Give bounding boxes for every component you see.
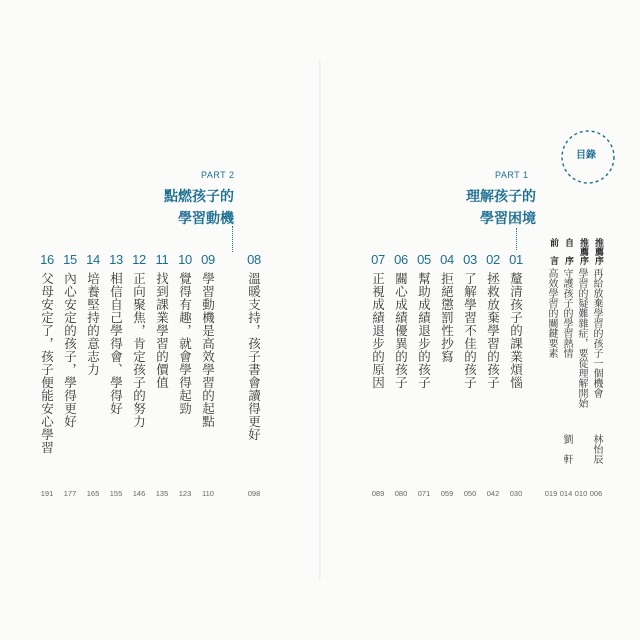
part2-connector <box>232 226 233 252</box>
part2-label: PART 2 <box>201 170 235 180</box>
front-title-3: 守護孩子的學習熱情 <box>561 268 572 358</box>
chapter-title-16: 父母安定了，孩子便能安心學習 <box>39 272 55 454</box>
chapter-title-11: 找到課業學習的價值 <box>154 272 170 389</box>
chapter-num-11: 11 <box>155 252 169 267</box>
chapter-num-02: 02 <box>486 252 500 267</box>
chapter-page-03: 050 <box>463 489 477 498</box>
chapter-page-13: 155 <box>109 489 123 498</box>
chapter-title-05: 幫助成績退步的孩子 <box>416 272 432 389</box>
front-tag-1: 推薦序 <box>593 238 603 265</box>
chapter-title-09: 學習動機是高效學習的起點 <box>200 272 216 428</box>
chapter-title-12: 正向聚焦，肯定孩子的努力 <box>131 272 147 428</box>
chapter-num-14: 14 <box>86 252 100 267</box>
chapter-page-15: 177 <box>63 489 77 498</box>
front-page-3: 014 <box>559 489 573 498</box>
front-title-2: 學習的疑難雜症，要從理解開始 <box>576 268 587 408</box>
part1-title-line2: 學習困境 <box>480 211 536 227</box>
chapter-num-01: 01 <box>509 252 523 267</box>
chapter-title-08: 溫暖支持，孩子書會讀得更好 <box>246 272 262 441</box>
chapter-title-02: 拯救放棄學習的孩子 <box>485 272 501 389</box>
chapter-page-01: 030 <box>509 489 523 498</box>
chapter-page-09: 110 <box>202 489 214 498</box>
chapter-title-13: 相信自己學得會、學得好 <box>108 272 124 415</box>
chapter-num-12: 12 <box>132 252 146 267</box>
front-tag-2: 推薦序 <box>578 238 588 265</box>
chapter-title-14: 培養堅持的意志力 <box>85 272 101 376</box>
part2-title-line2: 學習動機 <box>178 211 234 227</box>
part2-title <box>150 186 234 230</box>
chapter-num-03: 03 <box>463 252 477 267</box>
part1-label: PART 1 <box>495 170 529 180</box>
chapter-title-07: 正視成績退步的原因 <box>370 272 386 389</box>
chapter-title-06: 關心成績優異的孩子 <box>393 272 409 389</box>
chapter-num-13: 13 <box>109 252 123 267</box>
chapter-page-02: 042 <box>486 489 500 498</box>
chapter-num-10: 10 <box>178 252 192 267</box>
chapter-num-16: 16 <box>40 252 54 267</box>
chapter-page-06: 080 <box>394 489 408 498</box>
front-author-3: 劉 軒 <box>561 434 572 464</box>
front-tag-4: 前 言 <box>548 238 558 265</box>
chapter-num-08: 08 <box>247 252 261 267</box>
front-page-2: 010 <box>574 489 588 498</box>
front-tag-3: 自 序 <box>563 238 573 265</box>
chapter-page-11: 135 <box>155 489 169 498</box>
chapter-num-09: 09 <box>201 252 215 267</box>
chapter-page-05: 071 <box>417 489 431 498</box>
chapter-page-04: 059 <box>440 489 454 498</box>
chapter-num-15: 15 <box>63 252 77 267</box>
chapter-num-06: 06 <box>394 252 408 267</box>
chapter-page-08: 098 <box>247 489 261 498</box>
front-page-4: 019 <box>544 489 558 498</box>
chapter-page-16: 191 <box>40 489 54 498</box>
chapter-page-14: 165 <box>86 489 100 498</box>
chapter-title-15: 內心安定的孩子，學得更好 <box>62 272 78 428</box>
chapter-num-05: 05 <box>417 252 431 267</box>
book-gutter <box>319 60 321 580</box>
part1-title <box>452 186 536 230</box>
part1-title-line1: 理解孩子的 <box>466 189 536 205</box>
chapter-num-07: 07 <box>371 252 385 267</box>
front-title-1: 再給放棄學習的孩子一個機會 <box>591 268 602 398</box>
chapter-title-10: 覺得有趣，就會學得起勁 <box>177 272 193 415</box>
front-title-4: 高效學習的關鍵要素 <box>546 268 557 358</box>
chapter-title-01: 釐清孩子的課業煩惱 <box>508 272 524 389</box>
chapter-num-04: 04 <box>440 252 454 267</box>
chapter-page-07: 089 <box>371 489 385 498</box>
part2-title-line1: 點燃孩子的 <box>164 189 234 205</box>
part1-connector <box>516 228 517 250</box>
toc-label: 目錄 <box>576 150 596 161</box>
front-author-1: 林怡辰 <box>591 434 602 464</box>
chapter-page-10: 123 <box>178 489 192 498</box>
chapter-title-03: 了解學習不佳的孩子 <box>462 272 478 389</box>
front-page-1: 006 <box>589 489 603 498</box>
chapter-page-12: 146 <box>132 489 146 498</box>
chapter-title-04: 拒絕懲罰性抄寫 <box>439 272 455 363</box>
